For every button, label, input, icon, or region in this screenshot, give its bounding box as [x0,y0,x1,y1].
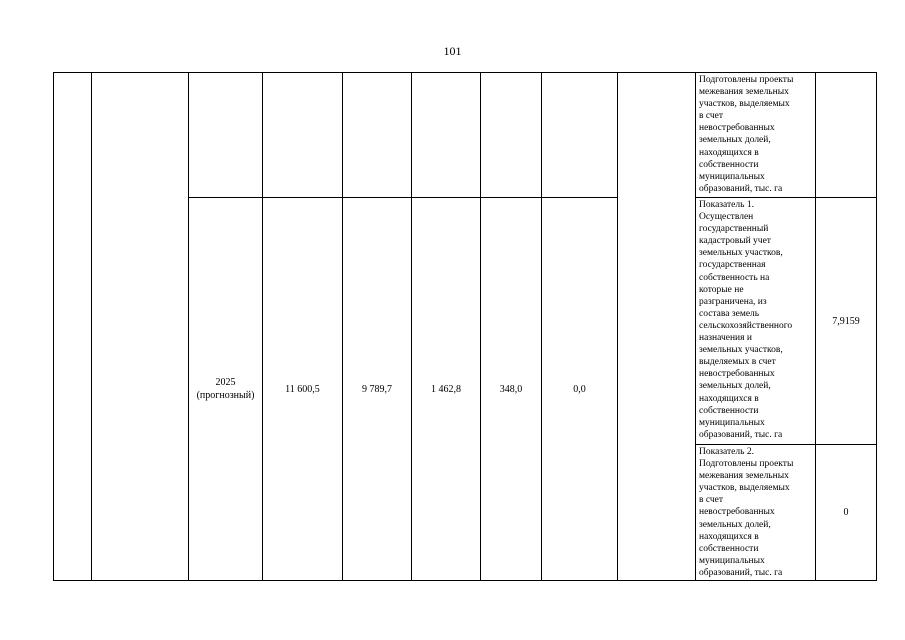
col-border-8 [617,72,618,581]
indicator-2-text: Показатель 2. Подготовлены проекты межевания земельных участков, выделяемых в счет невостребованных земельных долей, находящихся в собственности муниципальных образований, тыс. га [699,447,794,578]
col-border-11 [876,72,877,581]
indicator-1-value: 7,9159 [832,315,860,327]
year-cell: 2025 (прогнозный) [196,377,255,401]
indicator-2-value: 0 [843,507,849,518]
table-bottom-border [53,580,876,581]
table-top-border [53,72,876,73]
col-border-1 [91,72,92,581]
col3-cell: 1 462,8 [431,383,461,395]
total-cell: 11 600,5 [285,383,320,395]
indicator-1-text: Показатель 1. Осуществлен государственный кадастровый учет земельных участков, государственная собственность на которые не разграничена, из состава земель сельскохозяйственного назначения и земельных участков, выделяемых в счет невостребованных земельных долей, находящихся в собственности муниципальных образований, тыс. га [699,200,793,440]
col-border-9 [695,72,696,581]
col4-cell: 348,0 [499,383,523,395]
col5-cell: 0,0 [573,383,586,395]
col2-cell: 9 789,7 [362,383,392,395]
col-border-0 [53,72,54,581]
indicator-text-top: Подготовлены проекты межевания земельных участков, выделяемых в счет невостребованных земельных долей, находящихся в собственности муниципальных образований, тыс. га [699,75,794,194]
page-number: 101 [443,44,462,58]
